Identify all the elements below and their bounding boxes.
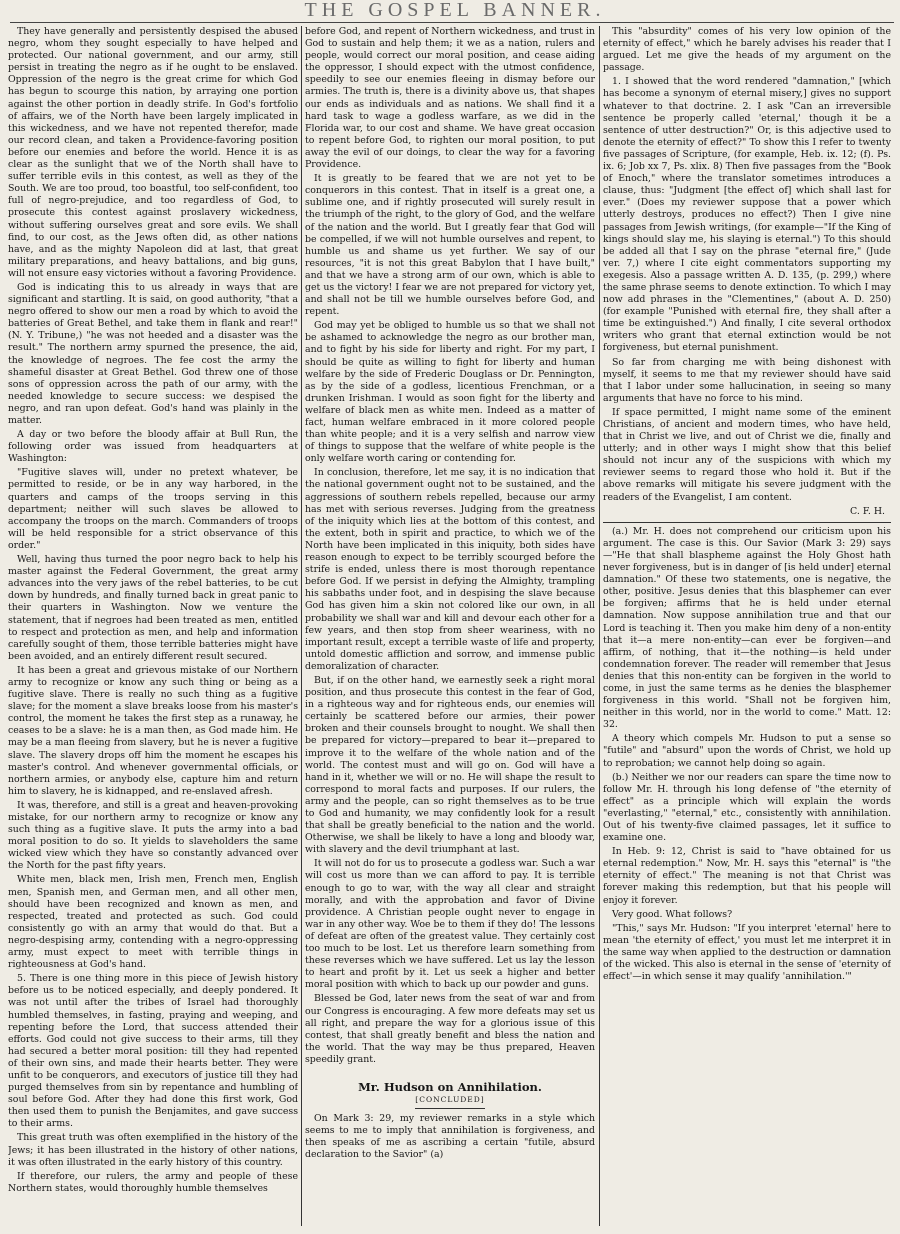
paragraph: So far from charging me with being dishonest with myself, it seems to me that my reviewer should have said that I labor under some hallucination, in seeing so many arguments that have no force to his mind. [603,356,891,404]
paragraph: It was, therefore, and still is a great and heaven-provoking mistake, for our northern army to recognize or know any such thing as a fugitive slave. It puts the army into a bad moral position to do so. It yields to slaveholders the same wicked view which they have so constantly advanced over the North for the past fifty years. [8,799,298,872]
paragraph: A day or two before the bloody affair at Bull Run, the following order was issued from headquarters at Washington: [8,429,298,465]
paragraph: 5. There is one thing more in this piece of Jewish history before us to be noticed especially, and deeply pondered. It was not until after the tribes of Israel had thoroughly humbled themselves, in fasting, praying and weeping, and repenting before the Lord, that success attended their efforts. God could not give success to their arms, till they had secured a better moral position: till they had repented of their own sins, and made their hearts better. They were unfit to be conquerors, and executors of justice till they had purged themselves from sin by repentance and humbling of soul before God. After they had done this first work, God then used them to punish the Benjamites, and gave success to their arms. [8,973,298,1130]
paragraph: God is indicating this to us already in ways that are significant and startling. It is said, on good authority, "that a negro offered to show our men a road by which to avoid the batteries of Great Bethel, and take them in flank and rear!" (N. Y. Tribune,) "he was not heeded and a disaster was the result." The northern army spurned the presence, the aid, the knowledge of negroes. The fee cost the army the shameful disaster at Great Bethel. God threw one of those sons of oppression across the path of our army, with the needed knowledge to secure success: we despised the negro, and ran upon defeat. God's hand was plainly in the matter. [8,281,298,426]
paragraph: In Heb. 9: 12, Christ is said to "have obtained for us eternal redemption." Now, Mr. H. says this "eternal" is "the eternity of effect." The meaning is not that Christ was forever making this redemption, but that his people will enjoy it forever. [603,846,891,906]
paragraph: Blessed be God, later news from the seat of war and from our Congress is encouraging. A few more defeats may set us all right, and prepare the way for a glorious issue of this contest, that shall greatly benefit and bless the nation and the world. That the way may be thus prepared, Heaven speedily grant. [305,993,595,1065]
paragraph: This "absurdity" comes of his very low opinion of the eternity of effect," which he barely advises his reader that I argued. Let me give the heads of my argument on the passage. [603,26,891,74]
paragraph: (a.) Mr. H. does not comprehend our criticism upon his argument. The case is this. Our Savior (Mark 3: 29) says—"He that shall blaspheme against the Holy Ghost hath never forgiveness, but is in danger of [is held under] eternal damnation." Of these two statements, one is negative, the other, positive. Jesus denies that this blasphemer can ever be forgiven; affirms that he is held under eternal damnation. Now suppose annihilation true and that our Lord is teaching it. Then you make him deny of a non-entity that it—a mere non-entity—can ever be forgiven—and affirm, of nothing, that it—the nothing—is held under condemnation forever. The reader will remember that Jesus denies that this non-entity can be forgiven in the world to come, in just the same terms as he denies the blasphemer forgiveness in this world. "Shall not be forgiven him, neither in this world, nor in the world to come." Matt. 12: 32. [603,525,891,731]
divider [415,1108,485,1109]
paragraph: (b.) Neither we nor our readers can spare the time now to follow Mr. H. through his long defense of "the eternity of effect" as a principle which will explain the words "everlasting," "eternal," etc., consistently with annihilation. Out of his twenty-five claimed passages, let it suffice to examine one. [603,771,891,844]
paragraph: White men, black men, Irish men, French men, English men, Spanish men, and German men, and all other men, should have been recognized and known as men, and respected, treated and protected as such. God could consistently go with an army that would do that. But a negro-despising army, contending with a negro-oppressing army, must expect to meet with terrible things in righteousness at God's hand. [8,874,298,971]
paragraph: Very good. What follows? [612,908,733,920]
column-rule [301,26,302,1226]
paragraph: It has been a great and grievous mistake of our Northern army to recognize or know any such thing or being as a fugitive slave. There is really no such thing as a fugitive slave; for the moment a slave breaks loose from his master's control, the moment he takes the first step as a runaway, he ceases to be a slave: he is a man then, as God made him. He may be a man fleeing from slavery, but he is never a fugitive slave. The slavery drops off him the moment he escapes his master's control. And whenever governmental officials, or northern armies, or anybody else, capture him and return him to slavery, he is kidnapped, and re-enslaved afresh. [8,664,298,797]
paragraph: God may yet be obliged to humble us so that we shall not be ashamed to acknowledge the negro as our brother man, and to fight by his side for liberty and right. For my part, I should be quite as willing to fight for liberty and human welfare by the side of Frederic Douglass or Dr. Pennington, as by the side of a godless, licentious Frenchman, or a drunken Irishman. I would as soon fight for the liberty and welfare of black men as white men. Indeed as a matter of fact, human welfare embraced in it more colored people than white people; and it is a very selfish and narrow view of things to suppose that the welfare of white people is the only welfare worth caring or contending for. [305,320,595,465]
paragraph: In conclusion, therefore, let me say, it is no indication that the national government ought not to be sustained, and the aggressions of southern rebels repelled, because our army has met with serious reverses. Judging from the greatness of the iniquity which lies at the bottom of this contest, and the extent, both in spirit and practice, to which we of the North have been implicated in this iniquity, both sides have reason enough to expect to be terribly scourged before the strife is ended, unless there is most thorough repentance before God. If we persist in defying the Almighty, trampling his sabbaths under foot, and in despising the slave because God has given him a skin not colored like our own, in all probability we shall war and kill and devour each other for a few years, and then stop from sheer weariness, with no important result, except a terrible waste of life and property, untold domestic affliction and sorrow, and immense public demoralization of character. [305,467,595,672]
paragraph: This great truth was often exemplified in the history of the Jews; it has been illustrated in the history of other nations, it was often illustrated in the early history of this country. [8,1132,298,1168]
paragraph: It will not do for us to prosecute a godless war. Such a war will cost us more than we can afford to pay. It is terrible enough to go to war, with the way all clear and straight morally, and with the approbation and favor of Divine providence. A Christian people ought never to engage in war in any other way. Woe be to them if they do! The lessons of defeat are often of the greatest value. They certainly cost too much to be lost. Let us therefore learn something from these reverses which we have suffered. Let us lay the lesson to heart and profit by it. Let us seek a higher and better moral position with which to back up our powder and guns. [305,858,595,991]
paragraph: "This," says Mr. Hudson: "If you interpret 'eternal' here to mean 'the eternity of effect,' you must let me interpret it in the same way when applied to the destruction or damnation of the wicked. This also is eternal in the sense of 'eternity of effect'—in which sense it may qualify 'annihilation.'" [603,922,891,983]
paragraph: If therefore, our rulers, the army and people of these Northern states, would thoroughly humble themselves [8,1170,298,1194]
paragraph: before God, and repent of Northern wickedness, and trust in God to sustain and help them; it we as a nation, rulers and people, would correct our moral position, and cease aiding the oppressor, I should expect with the utmost confidence, speedily to see our enemies fleeing in dismay before our armies. The truth is, there is a divinity above us, that shapes our ends as individuals and as nations. We shall find it a hard task to wage a godless warfare, as we did in the Florida war, to our cost and shame. We have great occasion to repent before God, to righten our moral position, to put away the evil of our doings, to clear the way for a favoring Providence. [305,26,595,171]
paragraph: But, if on the other hand, we earnestly seek a right moral position, and thus prosecute this contest in the fear of God, in a righteous way and for righteous ends, our enemies will certainly be scattered before our armies, their power broken and their counsels brought to nought. We shall then be prepared for victory—prepared to bear it—prepared to improve it to the welfare of the whole nation and of the world. The contest must and will go on. God will have a hand in it, whether we will or no. He will shape the result to correspond to moral facts and purposes. If our rulers, the army and the people, can so right themselves as to be true to God and humanity, we may confidently look for a result that shall be greatly beneficial to the nation and the world. Otherwise, we shall be likely to have a long and bloody war, with slavery and the devil triumphant at last. [305,674,595,856]
article-subtitle: [CONCLUDED] [415,1094,485,1104]
masthead-rule [10,22,894,23]
column-rule [599,26,600,1226]
divider [603,522,891,523]
paragraph: If space permitted, I might name some of the eminent Christians, of ancient and modern times, who have held, that in Christ we live, and out of Christ we die, finally and utterly; and in other ways I might show that this belief should not incur any of the suspicions with which my reviewer seems to regard those who hold it. But if the above remarks will mitigate his severe judgment with the readers of the Evangelist, I am content. [603,406,891,503]
paragraph: Well, having thus turned the poor negro back to help his master against the Federal Government, the great army advances into the very jaws of the rebel batteries, to be cut down by hundreds, and finally turned back in great panic to their quarters in Washington. Now we venture the statement, that if negroes had been treated as men, entitled to respect and protection as men, and help and information carefully sought of them, those terrible batteries might have been avoided, and an entirely different result secured. [8,554,298,662]
paragraph: On Mark 3: 29, my reviewer remarks in a style which seems to me to imply that annihilation is forgiveness, and then speaks of me as ascribing a certain "futile, absurd declaration to the Savior" (a) [305,1112,595,1161]
paragraph: A theory which compels Mr. Hudson to put a sense so "futile" and "absurd" upon the words of Christ, we hold up to reprobation; we cannot help doing so again. [603,733,891,769]
paragraph: They have generally and persistently despised the abused negro, whom they sought especially to have helped and protected. Our national government, and our army, still persist in treating the negro as if he ought to be enslaved. Oppression of the negro is the great crime for which God has begun to scourge this nation, by arraying one portion against the other portion in deadly strife. In God's fortfolio of affairs, we of the North have been largely implicated in this wickedness, and we have not repented therefor, made our record clean, and taken a Providence-favoring position before our enemies and before the world. Hence it is as clear as the sunlight that we of the North shall have to suffer terrible evils in this contest, as well as they of the South. We are too proud, too boastful, too self-confident, too full of negro-prejudice, and too regardless of God, to prosecute this contest against proslavery wickedness, without suffering ourselves great and sore evils. We shall find, to our cost, as the Jews often did, as other nations have, and as the mighty Napoleon did at last, that great military preparations, and heavy battalions, and big guns, will not ensure easy victories without a favoring Providence. [8,26,298,279]
paragraph: It is greatly to be feared that we are not yet to be conquerors in this contest. That in itself is a great one, a sublime one, and if rightly prosecuted will surely result in the triumph of the right, to the glory of God, and the welfare of the nation and the world. But I greatly fear that God will be compelled, if we will not humble ourselves and repent, to humble us and shame us yet further. We say of our resources, "it is not this great Babylon that I have built," and that we have a strong arm of our own, which is able to get us the victory! I fear we are not prepared for victory yet, and shall not be till we humble ourselves before God, and repent. [305,173,595,318]
paragraph: "Fugitive slaves will, under no pretext whatever, be permitted to reside, or be in any way harbored, in the quarters and camps of the troops serving in this department; neither will such slaves be allowed to accompany the troops on the march. Commanders of troops will be held responsible for a strict observance of this order." [8,467,298,551]
column-2 [305,26,595,1226]
paragraph: 1. I showed that the word rendered "damnation," [which has become a synonym of eternal misery,] gives no support whatever to that doctrine. 2. I ask "Can an irreversible sentence be properly called 'eternal,' though it be a sentence of utter destruction?" Or, is this adjective used to denote the eternity of effect?" To show this I refer to twenty five passages of Scripture, (for example, Heb. ix. 12; (f). Ps. ix. 6; Job xx 7, Ps. xlix. 8) Then five passages from the "Book of Enoch," where the translator sometimes introduces a clause, thus: "Judgment [the effect of] which shall last for ever." (Does my reviewer suppose that a power which utterly destroys, produces no effect?) Then I give nine passages from Jewish writings, (for example—"If the King of kings should slay me, his slaying is eternal.") To this should be added all that I say on the phrase "eternal fire," (Jude ver. 7,) where I cite eight commentators supporting my exegesis. Also a passage written A. D. 135, (p. 299,) where the same phrase seems to denote extinction. To which I may now add phrases in the "Clementines," (about A. D. 250) (for example "Punished with eternal fire, they shall after a time be extinguished.") And finally, I cite several orthodox writers who grant that eternal extinction would be not forgiveness, but eternal punishment. [603,76,891,354]
column-1 [8,26,298,1226]
masthead: THE GOSPEL BANNER. [304,0,606,20]
signature: C. F. H. [850,505,885,517]
column-3 [603,26,891,1226]
article-title: Mr. Hudson on Annihilation. [358,1079,542,1094]
